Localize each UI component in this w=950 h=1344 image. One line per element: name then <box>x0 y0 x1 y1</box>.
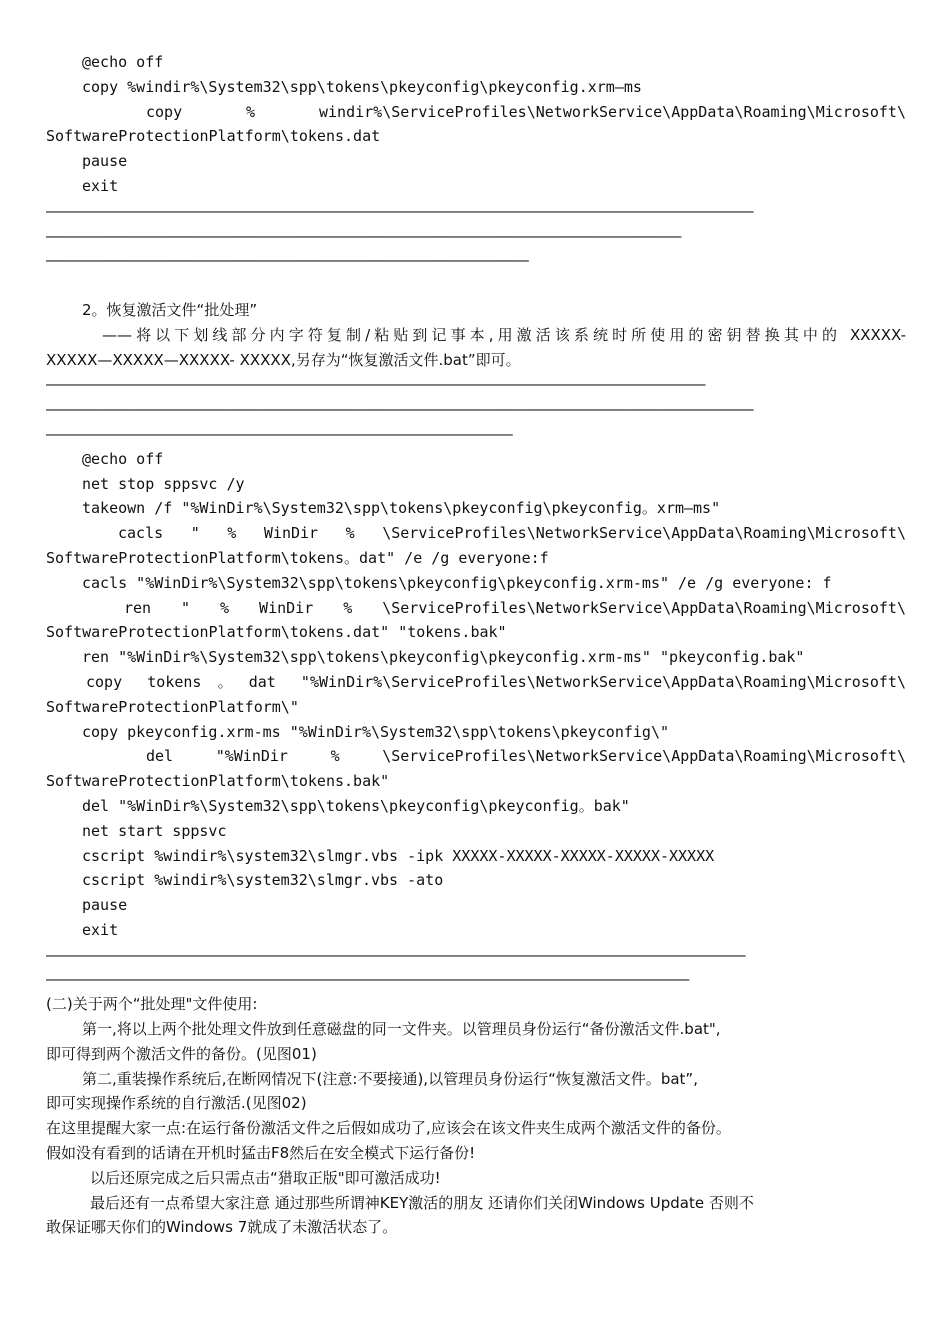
separator-line: ——————————————————————————————————————————————————————————————————————————————————————— <box>46 945 745 964</box>
separator-line: ——————————————————————————————————————————————————————————————————————————————— <box>46 226 681 245</box>
code-line: copy %windir%\System32\spp\tokens\pkeyconfig\pkeyconfig.xrm—ms <box>82 77 642 96</box>
notes-paragraph: 敢保证哪天你们的Windows 7就成了未激活状态了。 <box>46 1218 398 1237</box>
code-line: cacls " % WinDir % \ServiceProfiles\NetworkService\AppData\Roaming\Microsoft\ <box>118 524 906 543</box>
notes-paragraph: 第二,重装操作系统后,在断网情况下(注意:不要接通),以管理员身份运行“恢复激活文件。bat”, <box>82 1069 698 1088</box>
separator-line: ———————————————————————————————————————————————————————————— <box>46 251 528 270</box>
code-line: pause <box>82 896 128 915</box>
code-line: SoftwareProtectionPlatform\tokens.dat" "tokens.bak" <box>46 623 507 642</box>
notes-paragraph: 最后还有一点希望大家注意 通过那些所谓神KEY激活的朋友 还请你们关闭Windows Update 否则不 <box>90 1193 754 1212</box>
separator-line: ———————————————————————————————————————————————————————————————————————————————————————— <box>46 400 753 419</box>
notes-paragraph: 假如没有看到的话请在开机时猛击F8然后在安全模式下运行备份! <box>46 1144 476 1163</box>
separator-line: —————————————————————————————————————————————————————————————————————————————————— <box>46 375 705 394</box>
code-line: ren " % WinDir % \ServiceProfiles\NetworkService\AppData\Roaming\Microsoft\ <box>124 598 906 617</box>
document-page <box>46 50 906 1240</box>
notes-paragraph: 第一,将以上两个批处理文件放到任意磁盘的同一文件夹。以管理员身份运行“备份激活文件.bat", <box>82 1020 721 1039</box>
blank-line <box>46 273 906 298</box>
code-line: @echo off <box>82 53 164 71</box>
notes-paragraph: 在这里提醒大家一点:在运行备份激活文件之后假如成功了,应该会在该文件夹生成两个激活文件的备份。 <box>46 1119 731 1138</box>
code-line: copy tokens。dat "%WinDir%\ServiceProfiles\NetworkService\AppData\Roaming\Microsoft\ <box>86 672 906 691</box>
code-line: cscript %windir%\system32\slmgr.vbs -ipk XXXXX-XXXXX-XXXXX-XXXXX-XXXXX <box>82 846 715 865</box>
code-line: copy % windir%\ServiceProfiles\NetworkService\AppData\Roaming\Microsoft\ <box>146 102 906 121</box>
section-description: XXXXX—XXXXX—XXXXX- XXXXX,另存为“恢复激活文件.bat”即可。 <box>46 350 521 369</box>
separator-line: —————————————————————————————————————————————————————————— <box>46 424 512 443</box>
code-line: copy pkeyconfig.xrm-ms "%WinDir%\System32\spp\tokens\pkeyconfig\" <box>82 722 669 741</box>
section-title: 2。恢复激活文件“批处理” <box>82 300 258 319</box>
separator-line: ———————————————————————————————————————————————————————————————————————————————————————— <box>46 201 753 220</box>
notes-paragraph: 即可得到两个激活文件的备份。(见图01) <box>46 1044 317 1063</box>
code-line: SoftwareProtectionPlatform\" <box>46 697 299 716</box>
code-line: ren "%WinDir%\System32\spp\tokens\pkeyconfig\pkeyconfig.xrm-ms" "pkeyconfig.bak" <box>82 648 805 667</box>
code-line: SoftwareProtectionPlatform\tokens.dat <box>46 127 381 146</box>
code-line: takeown /f "%WinDir%\System32\spp\tokens\pkeyconfig\pkeyconfig。xrm—ms" <box>82 499 721 518</box>
code-line: exit <box>82 176 119 195</box>
code-line: SoftwareProtectionPlatform\tokens.bak" <box>46 772 390 791</box>
code-line: del "%WinDir%\System32\spp\tokens\pkeyconfig\pkeyconfig。bak" <box>82 796 630 815</box>
separator-line: ———————————————————————————————————————————————————————————————————————————————— <box>46 970 689 989</box>
code-line: cscript %windir%\system32\slmgr.vbs -ato <box>82 871 444 890</box>
code-line: net stop sppsvc /y <box>82 474 245 493</box>
code-line: SoftwareProtectionPlatform\tokens。dat" /e /g everyone:f <box>46 548 549 567</box>
code-line: cacls "%WinDir%\System32\spp\tokens\pkeyconfig\pkeyconfig.xrm-ms" /e /g everyone: f <box>82 573 832 592</box>
notes-paragraph: 以后还原完成之后只需点击“猎取正版"即可激活成功! <box>90 1168 441 1187</box>
section-description: ——将以下划线部分内字符复制/粘贴到记事本,用激活该系统时所使用的密钥替换其中的 XXXXX- <box>102 325 906 344</box>
code-line: del "%WinDir % \ServiceProfiles\NetworkService\AppData\Roaming\Microsoft\ <box>146 747 906 766</box>
code-line: exit <box>82 920 119 939</box>
code-line: net start sppsvc <box>82 821 227 840</box>
code-line: pause <box>82 152 128 171</box>
code-line: @echo off <box>82 449 164 468</box>
notes-heading: (二)关于两个“批处理"文件使用: <box>46 995 258 1014</box>
notes-paragraph: 即可实现操作系统的自行激活.(见图02) <box>46 1094 307 1113</box>
